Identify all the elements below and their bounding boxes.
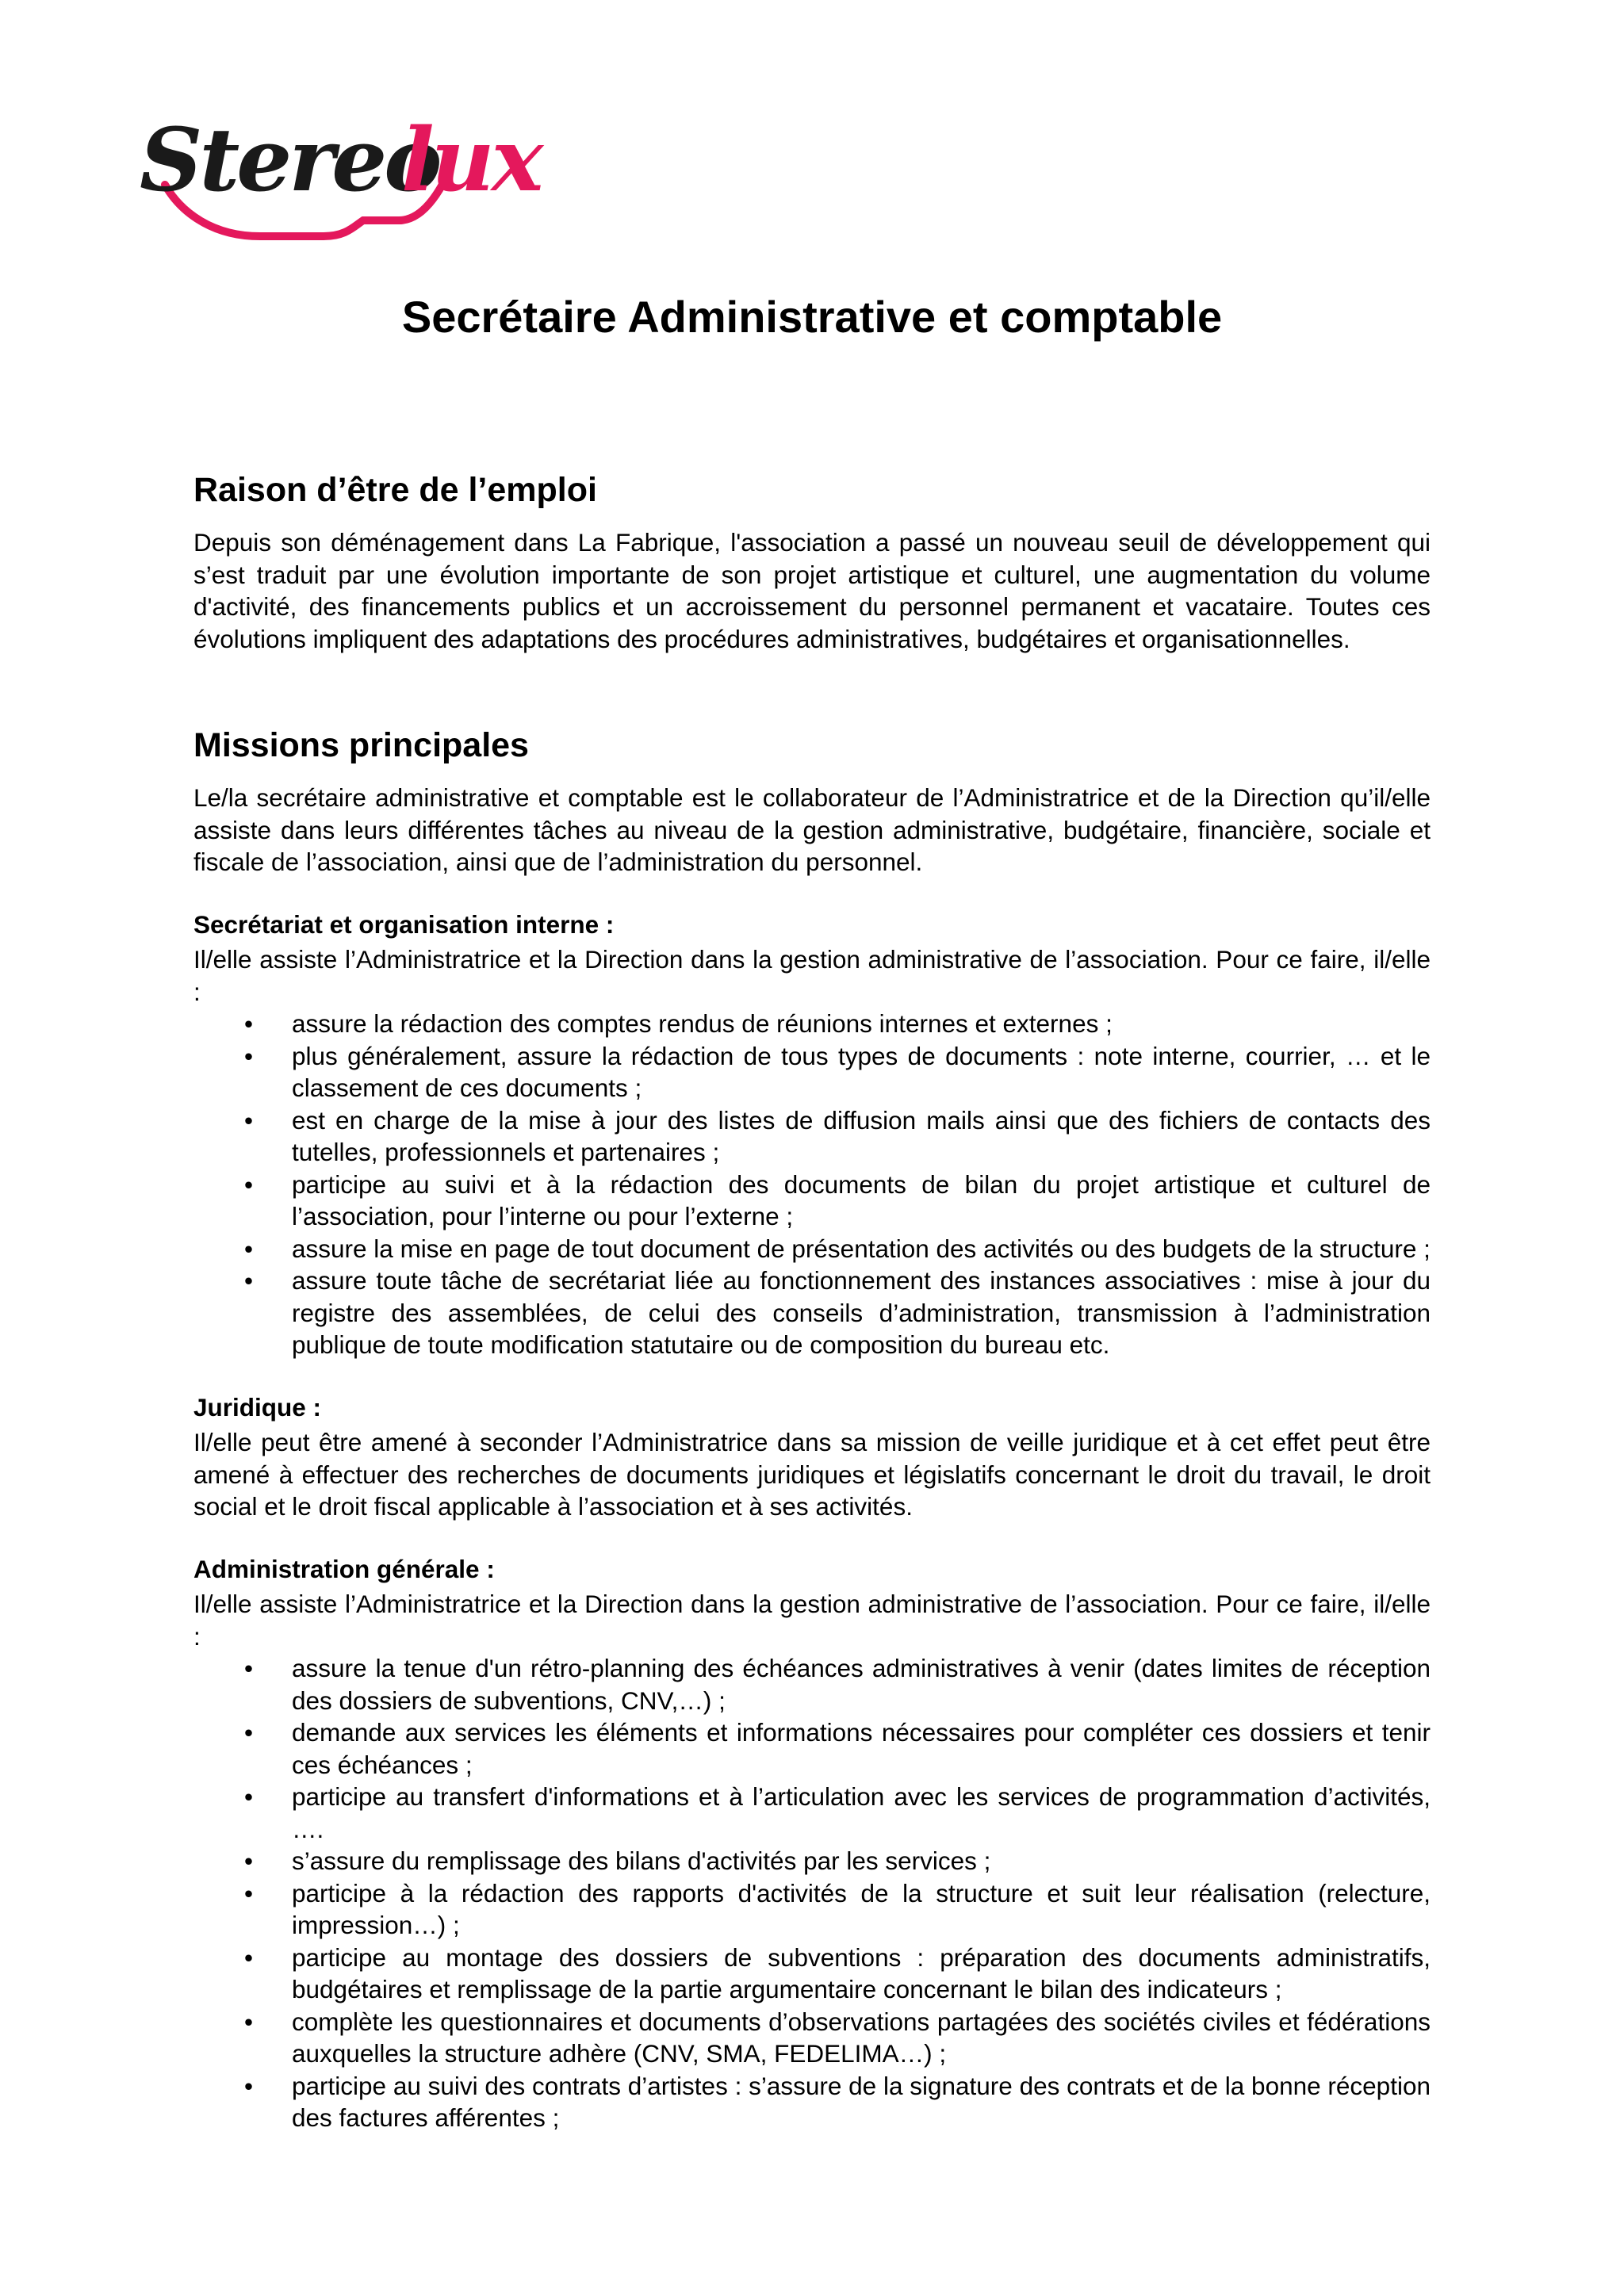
subsection-intro-juridique: Il/elle peut être amené à seconder l’Administratrice dans sa mission de veille juridique et à cet effet peut être amené à effectuer des recherches de documents juridiques et législatifs concernant le droit du travail, le droit social et le droit fiscal applicable à l’association et à ses activités. [193,1428,1431,1521]
svg-text:lux: lux [401,109,541,211]
list-item: • participe au montage des dossiers de subventions : préparation des documents administratifs, budgétaires et remplissage de la partie argumentaire concernant le bilan des indicateurs ; [244,1942,1431,2003]
list-item: • assure la tenue d'un rétro-planning des échéances administratives à venir (dates limites de réception des dossiers de subventions, CNV,…) ; [244,1654,1431,1715]
list-item: • s’assure du remplissage des bilans d'activités par les services ; [193,1845,1431,1877]
bullet-icon: • [244,1009,254,1038]
svg-text:Stereo: Stereo [140,109,439,211]
list-item: • participe à la rédaction des rapports d'activités de la structure et suit leur réalisation (relecture, impression…) ; [244,1878,1431,1939]
subsection-heading-juridique: Juridique : [193,1392,322,1422]
list-item: • est en charge de la mise à jour des listes de diffusion mails ainsi que des fichiers de contacts des tutelles, professionnels et partenaires ; [244,1105,1431,1166]
bullet-icon: • [244,2007,254,2036]
bullet-icon: • [244,1846,254,1875]
bullet-icon: • [244,1782,254,1811]
stereolux-logo [133,101,561,244]
bullet-icon: • [244,1234,254,1263]
subsection-intro-administration: Il/elle assiste l’Administratrice et la Direction dans la gestion administrative de l’association. Pour ce faire, il/elle : [193,1590,1431,1651]
bullet-icon: • [244,1878,254,1908]
bullet-icon: • [244,1169,254,1199]
list-item: • participe au suivi et à la rédaction des documents de bilan du projet artistique et culturel de l’association, pour l’interne ou pour l’externe ; [244,1169,1431,1230]
subsection-heading-secretariat: Secrétariat et organisation interne : [193,909,615,939]
document-body [193,285,1431,2134]
list-item: • demande aux services les éléments et informations nécessaires pour compléter ces dossiers et tenir ces échéances ; [244,1718,1431,1779]
bullet-icon: • [244,1654,254,1682]
bullet-icon: • [244,1105,254,1135]
subsection-heading-administration: Administration générale : [193,1554,495,1583]
section-paragraph-missions: Le/la secrétaire administrative et comptable est le collaborateur de l’Administratrice et de la Direction qu’il/elle assiste dans leurs différentes tâches au niveau de la gestion administrative, budgétaire, financière, sociale et fiscale de l’association, ainsi que de l’administration du personnel. [193,783,1431,876]
list-item: • participe au transfert d'informations et à l’articulation avec les services de programmation d’activités, …. [244,1782,1431,1843]
administration-list [193,1652,1431,2134]
list-item: • assure la rédaction des comptes rendus de réunions internes et externes ; [193,1008,1431,1040]
list-item: • participe au suivi des contrats d’artistes : s’assure de la signature des contrats et de la bonne réception des factures afférentes ; [244,2071,1431,2132]
bullet-icon: • [244,1942,254,1972]
list-item: • complète les questionnaires et documents d’observations partagées des sociétés civiles et fédérations auxquelles la structure adhère (CNV, SMA, FEDELIMA…) ; [244,2007,1431,2068]
list-item: • assure la mise en page de tout document de présentation des activités ou des budgets de la structure ; [193,1233,1431,1265]
list-item: • plus généralement, assure la rédaction de tous types de documents : note interne, courrier, … et le classement de ces documents ; [244,1041,1431,1102]
bullet-icon: • [244,1718,254,1747]
section-heading-raison: Raison d’être de l’emploi [193,471,597,509]
bullet-icon: • [244,2071,254,2100]
section-heading-missions: Missions principales [193,726,529,764]
document-title: Secrétaire Administrative et comptable [401,292,1223,342]
bullet-icon: • [244,1041,254,1070]
list-item: • assure toute tâche de secrétariat liée au fonctionnement des instances associatives : mise à jour du registre des assemblées, de celui des conseils d’administration, transmission à l’administration publique de toute modification statutaire ou de composition du bureau etc. [244,1266,1431,1359]
subsection-intro-secretariat: Il/elle assiste l’Administratrice et la Direction dans la gestion administrative de l’association. Pour ce faire, il/elle : [193,945,1431,1006]
bullet-icon: • [244,1266,254,1295]
section-paragraph-raison: Depuis son déménagement dans La Fabrique, l'association a passé un nouveau seuil de développement qui s’est traduit par une évolution importante de son projet artistique et culturel, une augmentation du volume d'activité, des financements publics et un accroissement du personnel permanent et vacataire. Toutes ces évolutions impliquent des adaptations des procédures administratives, budgétaires et organisationnelles. [193,528,1431,653]
secretariat-list [193,1008,1431,1361]
